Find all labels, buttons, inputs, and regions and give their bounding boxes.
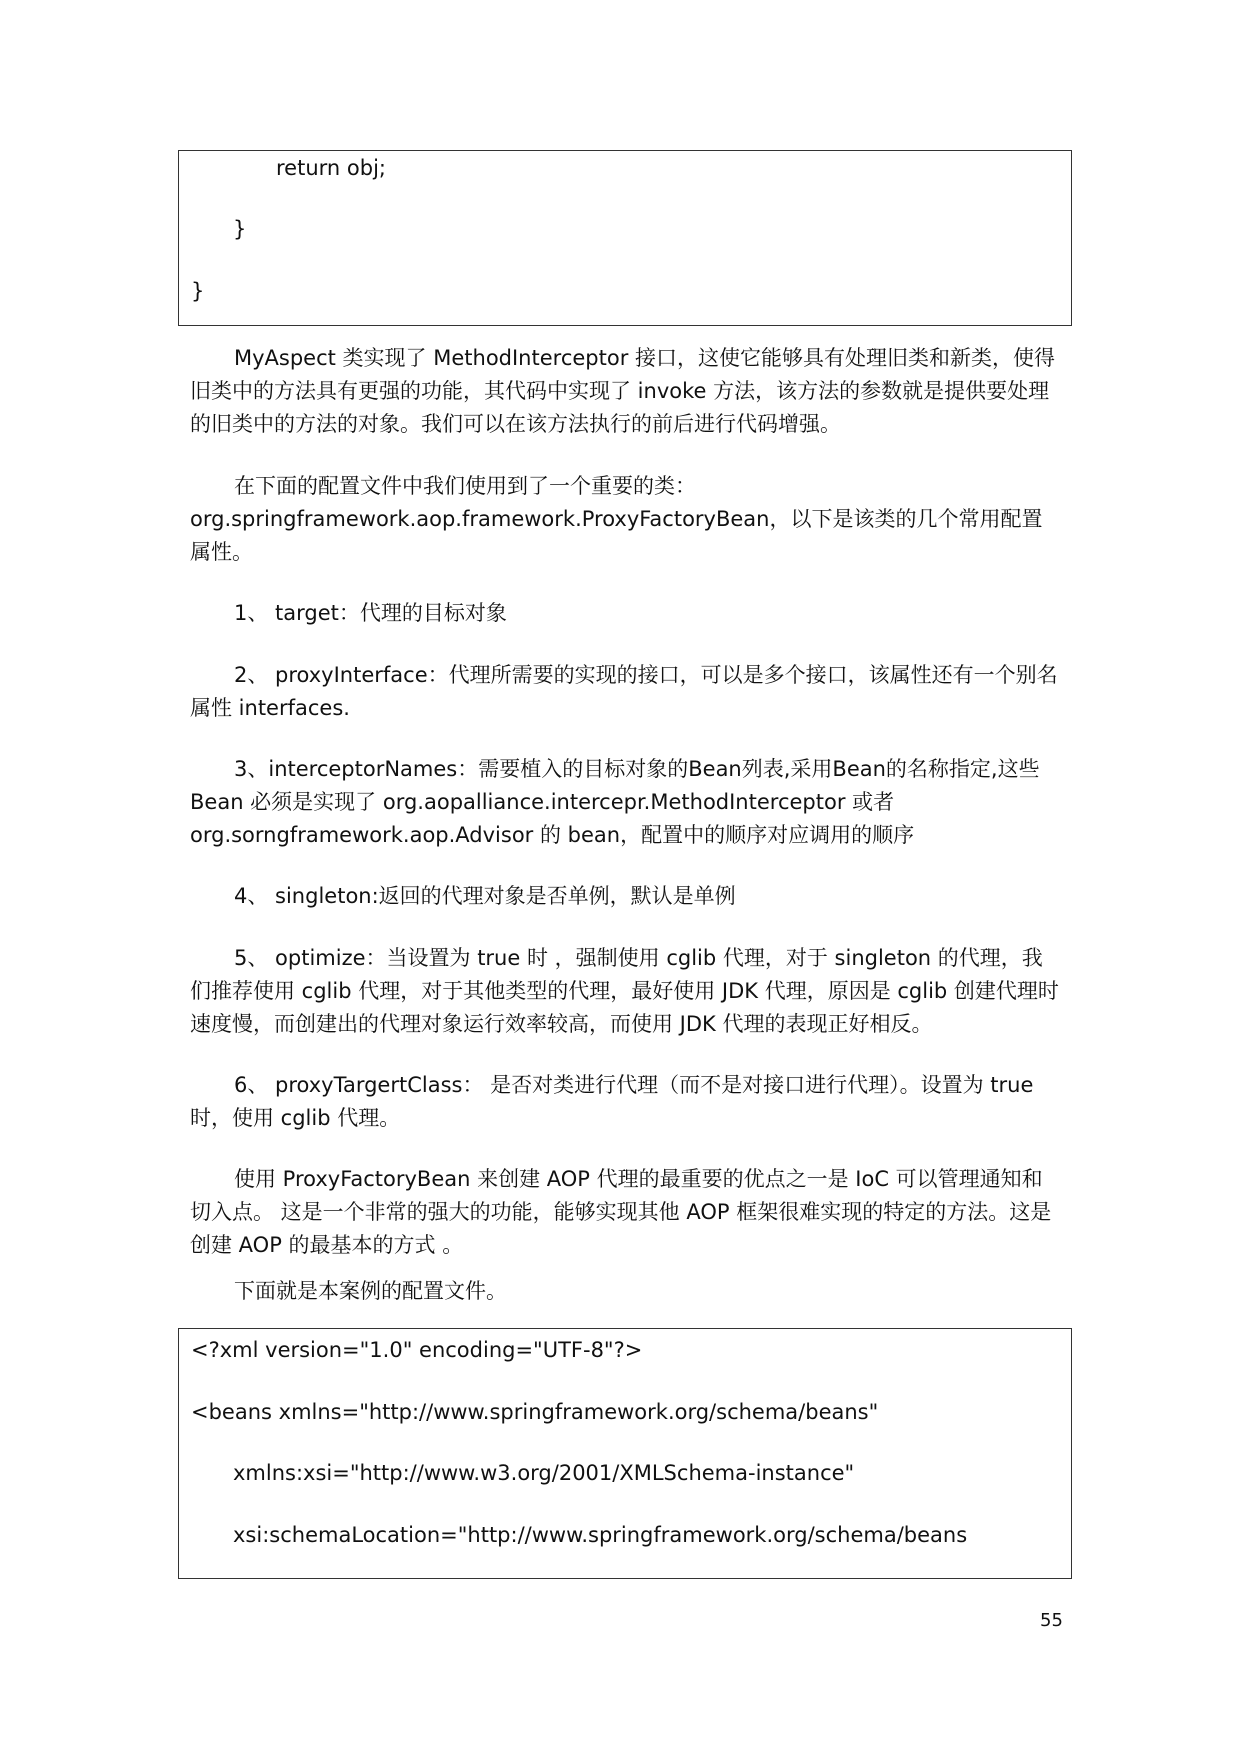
list-item-interceptornames: 3、interceptorNames：需要植入的目标对象的Bean列表,采用Bean的名称指定,这些 Bean 必须是实现了 org.aopalliance.intercepr.MethodInterceptor 或者 org.sorngframework.aop.Advisor 的 bean，配置中的顺序对应调用的顺序 bbox=[190, 757, 1040, 847]
paragraph-proxyfactorybean: 在下面的配置文件中我们使用到了一个重要的类：org.springframework.aop.framework.ProxyFactoryBean，以下是该类的几个常用配置属性。 bbox=[190, 474, 1043, 564]
code-line: <?xml version="1.0" encoding="UTF-8"?> bbox=[191, 1338, 643, 1362]
list-item-target: 1、 target：代理的目标对象 bbox=[234, 601, 507, 625]
code-block-top bbox=[178, 150, 1072, 326]
list-item-proxytargetclass: 6、 proxyTargertClass： 是否对类进行代理（而不是对接口进行代理）。设置为 true 时，使用 cglib 代理。 bbox=[190, 1073, 1034, 1130]
code-line: xsi:schemaLocation="http://www.springframework.org/schema/beans bbox=[233, 1523, 968, 1547]
code-line: } bbox=[233, 217, 247, 241]
paragraph-aop-advantage: 使用 ProxyFactoryBean 来创建 AOP 代理的最重要的优点之一是 IoC 可以管理通知和切入点。 这是一个非常的强大的功能，能够实现其他 AOP 框架很难实现的特定的方法。这是创建 AOP 的最基本的方式 。 bbox=[190, 1167, 1052, 1257]
code-line: xmlns:xsi="http://www.w3.org/2001/XMLSchema-instance" bbox=[233, 1461, 855, 1485]
page-number: 55 bbox=[1040, 1610, 1063, 1631]
list-item-singleton: 4、 singleton:返回的代理对象是否单例，默认是单例 bbox=[234, 884, 736, 908]
list-item-optimize: 5、 optimize：当设置为 true 时 ，强制使用 cglib 代理，对于 singleton 的代理，我们推荐使用 cglib 代理，对于其他类型的代理，最好使用 JDK 代理，原因是 cglib 创建代理时速度慢，而创建出的代理对象运行效率较高，而使用 JDK 代理的表现正好相反。 bbox=[190, 946, 1059, 1036]
code-line: return obj; bbox=[276, 156, 386, 180]
code-line: <beans xmlns="http://www.springframework.org/schema/beans" bbox=[191, 1400, 879, 1424]
code-line: } bbox=[191, 279, 205, 303]
list-item-proxyinterface: 2、 proxyInterface：代理所需要的实现的接口，可以是多个接口，该属性还有一个别名属性 interfaces. bbox=[190, 663, 1058, 720]
paragraph-config-intro: 下面就是本案例的配置文件。 bbox=[234, 1279, 507, 1303]
code-block-xml bbox=[178, 1328, 1072, 1579]
paragraph-myaspect: MyAspect 类实现了 MethodInterceptor 接口，这使它能够具有处理旧类和新类，使得旧类中的方法具有更强的功能，其代码中实现了 invoke 方法，该方法的参数就是提供要处理的旧类中的方法的对象。我们可以在该方法执行的前后进行代码增强。 bbox=[190, 346, 1056, 436]
